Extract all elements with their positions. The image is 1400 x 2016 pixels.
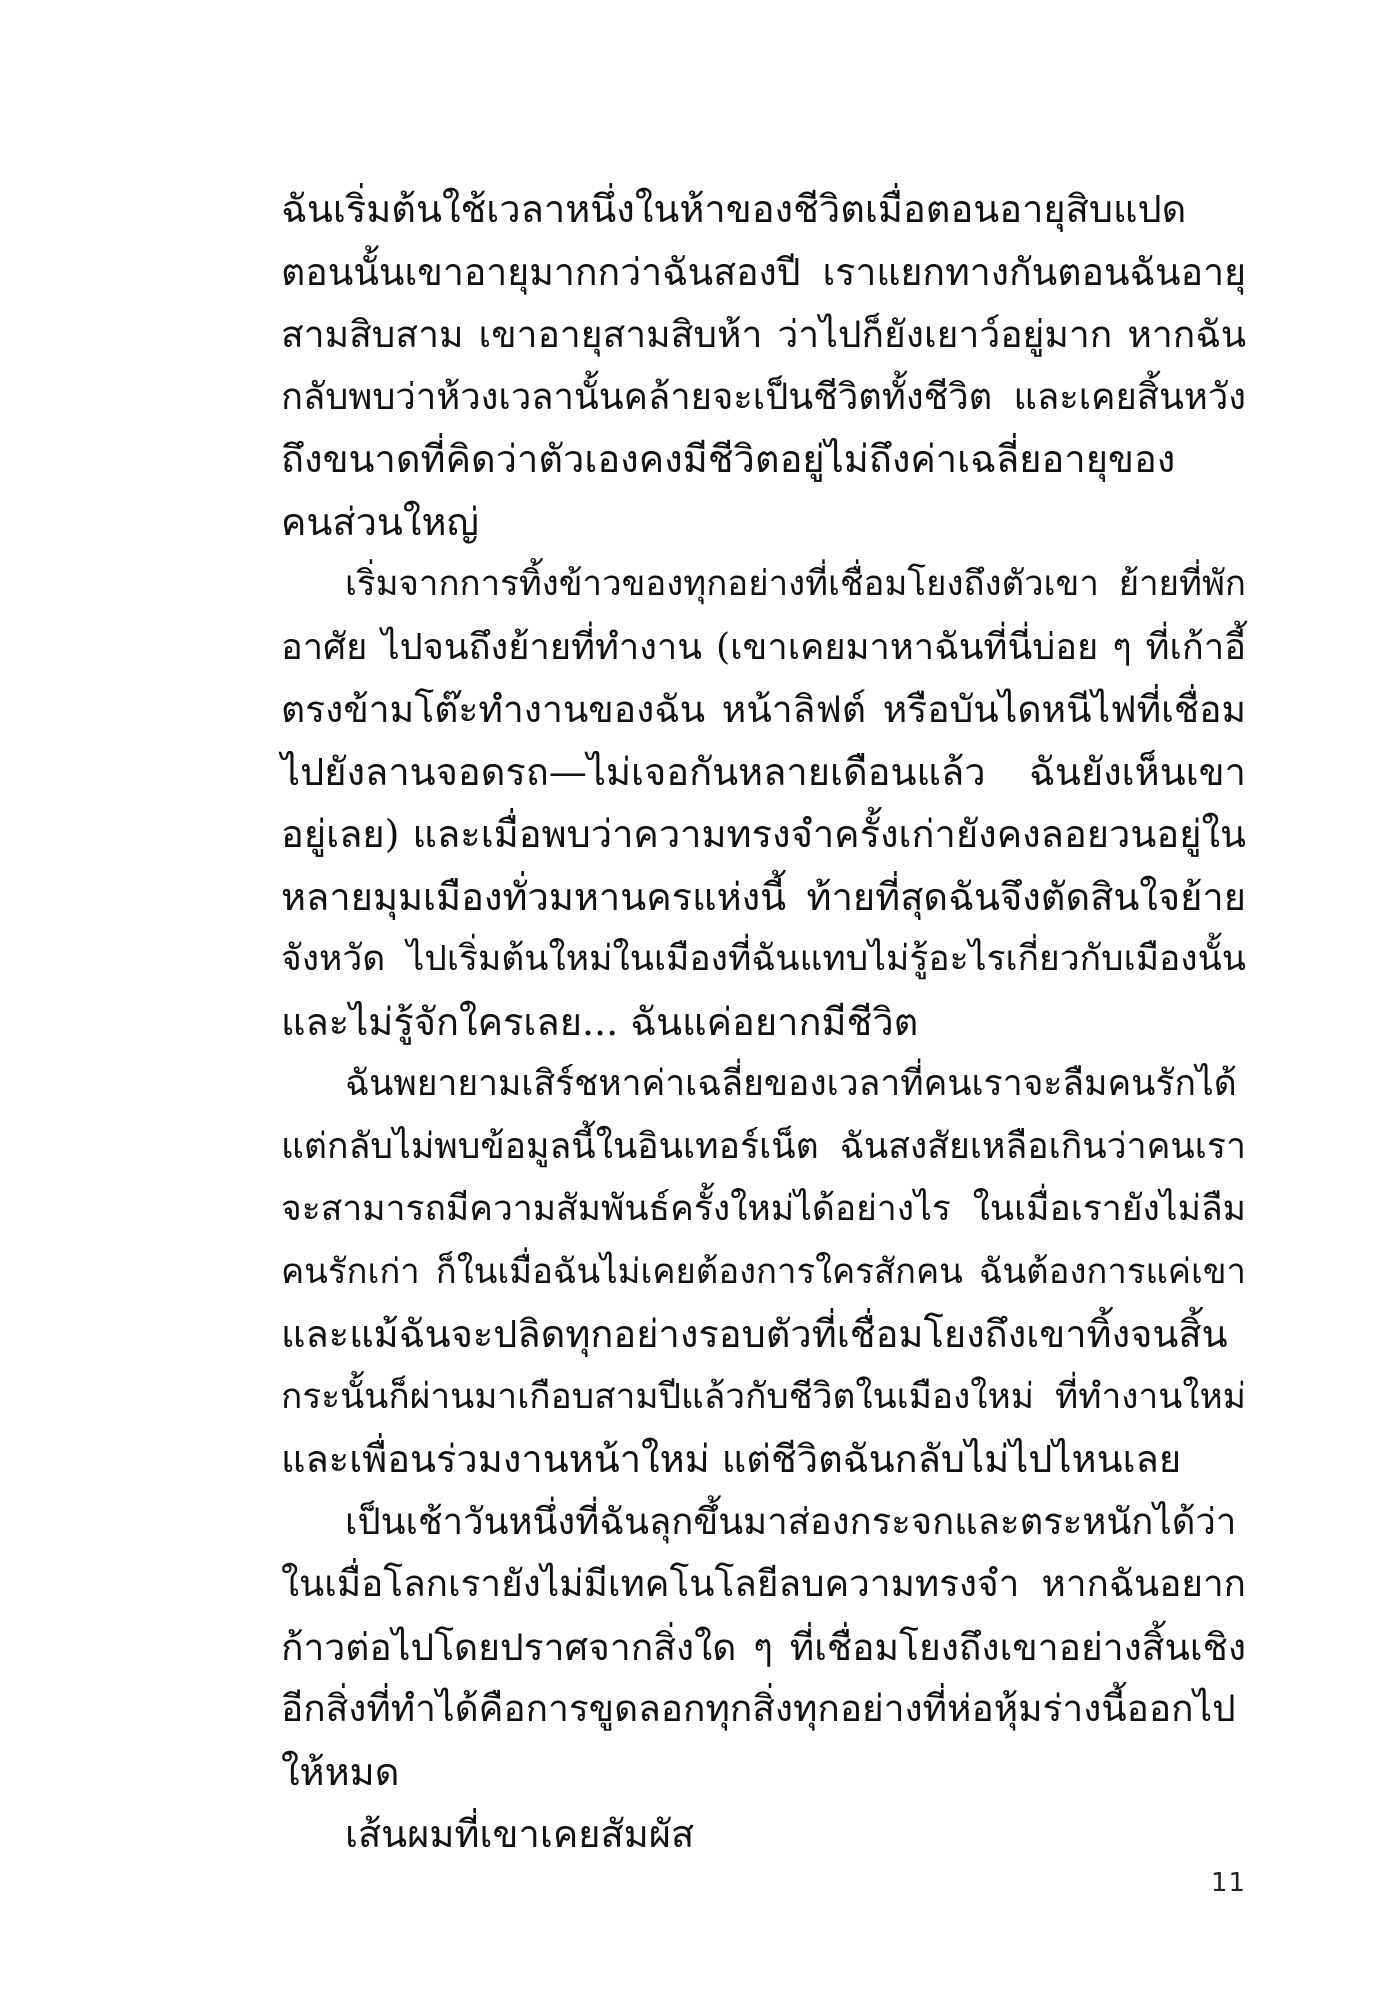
text-line: อีกสิ่งที่ทำได้คือการขูดลอกทุกสิ่งทุกอย่างที่ห่อหุ้มร่างนี้ออกไป xyxy=(281,1687,1236,1730)
text-line: อยู่เลย) และเมื่อพบว่าความทรงจำครั้งเก่ายังคงลอยวนอยู่ใน xyxy=(281,812,1246,856)
paragraph xyxy=(281,178,1246,553)
text-line: ตอนนั้นเขาอายุมากกว่าฉันสองปี เราแยกทางกันตอนฉันอายุ xyxy=(281,249,1246,294)
text-line: เป็นเช้าวันหนึ่งที่ฉันลุกขึ้นมาส่องกระจกและตระหนักได้ว่า xyxy=(345,1499,1237,1543)
paragraph xyxy=(281,1491,1246,1804)
text-line: คนรักเก่า ก็ในเมื่อฉันไม่เคยต้องการใครสักคน ฉันต้องการแค่เขา xyxy=(281,1251,1246,1292)
text-line: เส้นผมที่เขาเคยสัมผัส xyxy=(345,1812,695,1856)
text-line: เริ่มจากการทิ้งข้าวของทุกอย่างที่เชื่อมโยงถึงตัวเขา ย้ายที่พัก xyxy=(345,564,1246,604)
text-line: ฉันเริ่มต้นใช้เวลาหนึ่งในห้าของชีวิตเมื่อตอนอายุสิบแปด xyxy=(281,187,1187,231)
text-line: ให้หมด xyxy=(281,1749,400,1794)
text-line: ฉันพยายามเสิร์ชหาค่าเฉลี่ยของเวลาที่คนเราจะลืมคนรักได้ xyxy=(345,1063,1237,1104)
text-line: คนส่วนใหญ่ xyxy=(281,499,479,544)
paragraph xyxy=(281,553,1246,1053)
body-text xyxy=(281,178,1246,1866)
text-line: จะสามารถมีความสัมพันธ์ครั้งใหม่ได้อย่างไร ในเมื่อเรายังไม่ลืม xyxy=(281,1188,1246,1229)
text-line: กระนั้นก็ผ่านมาเกือบสามปีแล้วกับชีวิตในเมืองใหม่ ที่ทำงานใหม่ xyxy=(281,1375,1246,1417)
text-line: สามสิบสาม เขาอายุสามสิบห้า ว่าไปก็ยังเยาว์อยู่มาก หากฉัน xyxy=(281,312,1246,356)
text-line: และแม้ฉันจะปลิดทุกอย่างรอบตัวที่เชื่อมโยงถึงเขาทิ้งจนสิ้น xyxy=(281,1312,1228,1356)
text-line: อาศัย ไปจนถึงย้ายที่ทำงาน (เขาเคยมาหาฉันที่นี่บ่อย ๆ ที่เก้าอี้ xyxy=(281,624,1246,668)
text-line: แต่กลับไม่พบข้อมูลนี้ในอินเทอร์เน็ต ฉันสงสัยเหลือเกินว่าคนเรา xyxy=(281,1125,1246,1167)
text-line: ตรงข้ามโต๊ะทำงานของฉัน หน้าลิฟต์ หรือบันไดหนีไฟที่เชื่อม xyxy=(281,687,1246,731)
page-number: 11 xyxy=(1210,1868,1246,1898)
text-line: หลายมุมเมืองทั่วมหานครแห่งนี้ ท้ายที่สุดฉันจึงตัดสินใจย้าย xyxy=(281,874,1246,919)
text-line: และเพื่อนร่วมงานหน้าใหม่ แต่ชีวิตฉันกลับไม่ไปไหนเลย xyxy=(281,1437,1182,1481)
text-line: ก้าวต่อไปโดยปราศจากสิ่งใด ๆ ที่เชื่อมโยงถึงเขาอย่างสิ้นเชิง xyxy=(281,1624,1246,1669)
text-line: จังหวัด ไปเริ่มต้นใหม่ในเมืองที่ฉันแทบไม่รู้อะไรเกี่ยวกับเมืองนั้น xyxy=(281,938,1246,979)
text-line: กลับพบว่าห้วงเวลานั้นคล้ายจะเป็นชีวิตทั้งชีวิต และเคยสิ้นหวัง xyxy=(281,374,1246,418)
text-line: ไปยังลานจอดรถ—ไม่เจอกันหลายเดือนแล้ว ฉันยังเห็นเขา xyxy=(281,749,1246,794)
paragraph xyxy=(281,1803,1246,1866)
text-line: ในเมื่อโลกเรายังไม่มีเทคโนโลยีลบความทรงจำ หากฉันอยาก xyxy=(281,1562,1246,1605)
paragraph xyxy=(281,1053,1246,1491)
text-line: ถึงขนาดที่คิดว่าตัวเองคงมีชีวิตอยู่ไม่ถึงค่าเฉลี่ยอายุของ xyxy=(281,437,1176,481)
text-line: และไม่รู้จักใครเลย... ฉันแค่อยากมีชีวิต xyxy=(281,999,919,1044)
